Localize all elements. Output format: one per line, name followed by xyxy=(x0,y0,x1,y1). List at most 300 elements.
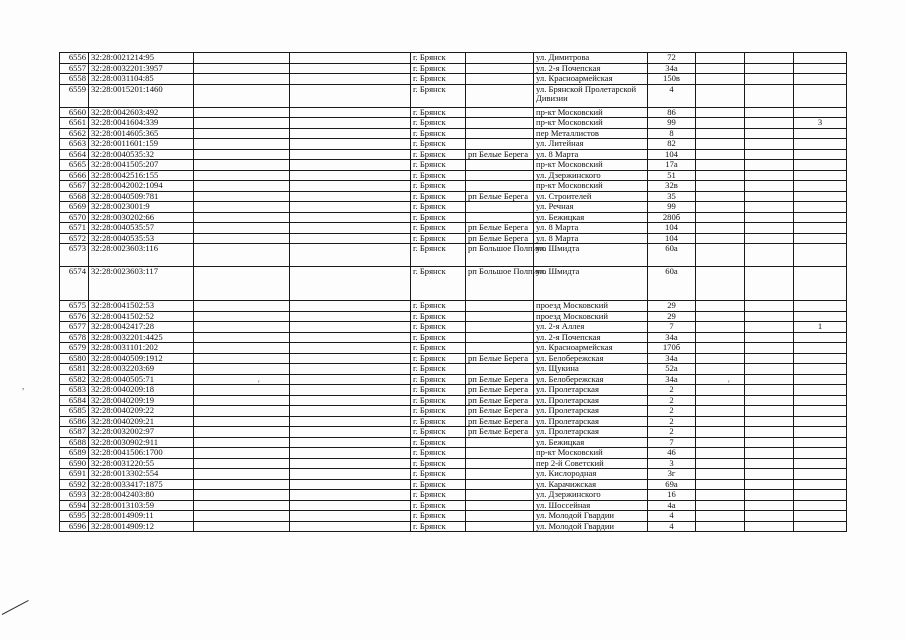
cell-empty xyxy=(696,385,745,396)
cell-empty xyxy=(290,521,411,532)
table-row xyxy=(60,128,847,139)
cell-city: г. Брянск xyxy=(411,364,466,375)
cell-city: г. Брянск xyxy=(411,385,466,396)
cell-empty xyxy=(290,395,411,406)
cell-street: пр-кт Московский xyxy=(534,160,648,171)
cell-city: г. Брянск xyxy=(411,332,466,343)
table-row xyxy=(60,521,847,532)
cell-empty xyxy=(290,458,411,469)
cell-house: 2 xyxy=(648,395,696,406)
cell-street: пр-кт Московский xyxy=(534,118,648,129)
cell-empty xyxy=(745,469,794,480)
cell-empty xyxy=(696,521,745,532)
cell-empty xyxy=(696,53,745,64)
cell-empty xyxy=(290,191,411,202)
cell-empty xyxy=(194,395,290,406)
cell-settlement xyxy=(466,118,534,129)
cell-extra xyxy=(794,170,847,181)
cell-extra: 1 xyxy=(794,322,847,333)
cell-empty xyxy=(745,343,794,354)
cell-empty xyxy=(696,74,745,85)
table-row xyxy=(60,170,847,181)
cell-house: 2 xyxy=(648,416,696,427)
cell-city: г. Брянск xyxy=(411,191,466,202)
cell-empty xyxy=(696,511,745,522)
cell-cadastral-number: 32:28:0013302:554 xyxy=(89,469,194,480)
cell-street: ул. Карачижская xyxy=(534,479,648,490)
cell-extra xyxy=(794,343,847,354)
cell-settlement xyxy=(466,311,534,322)
cell-empty xyxy=(745,160,794,171)
table-row xyxy=(60,406,847,417)
cell-extra xyxy=(794,364,847,375)
cell-cadastral-number: 32:28:0032002:97 xyxy=(89,427,194,438)
cell-empty xyxy=(194,416,290,427)
cell-extra xyxy=(794,458,847,469)
cell-empty xyxy=(696,107,745,118)
cell-empty xyxy=(745,107,794,118)
cell-empty xyxy=(696,63,745,74)
cell-number: 6560 xyxy=(60,107,89,118)
cell-empty xyxy=(745,521,794,532)
cell-city: г. Брянск xyxy=(411,139,466,150)
cell-number: 6570 xyxy=(60,212,89,223)
cell-empty xyxy=(194,53,290,64)
cell-empty xyxy=(290,416,411,427)
cell-empty xyxy=(290,500,411,511)
table-row xyxy=(60,160,847,171)
cell-empty xyxy=(194,332,290,343)
cell-cadastral-number: 32:28:0021214:95 xyxy=(89,53,194,64)
cell-empty xyxy=(745,385,794,396)
cell-cadastral-number: 32:28:0030202:66 xyxy=(89,212,194,223)
cell-city: г. Брянск xyxy=(411,223,466,234)
table-row xyxy=(60,311,847,322)
table-row xyxy=(60,107,847,118)
cell-cadastral-number: 32:28:0023001:9 xyxy=(89,202,194,213)
cell-empty xyxy=(745,353,794,364)
cell-house: 3г xyxy=(648,469,696,480)
cell-settlement xyxy=(466,301,534,312)
cell-empty xyxy=(696,301,745,312)
cell-empty xyxy=(745,84,794,107)
cell-number: 6589 xyxy=(60,448,89,459)
cell-empty xyxy=(290,267,411,301)
cell-city: г. Брянск xyxy=(411,395,466,406)
cell-empty xyxy=(745,223,794,234)
cell-house: 86 xyxy=(648,107,696,118)
cell-street: ул. 2-я Почепская xyxy=(534,63,648,74)
cell-empty xyxy=(194,74,290,85)
cell-empty xyxy=(745,490,794,501)
cell-extra xyxy=(794,244,847,267)
cell-city: г. Брянск xyxy=(411,448,466,459)
cell-street: ул. Бежицкая xyxy=(534,212,648,223)
cell-house: 46 xyxy=(648,448,696,459)
cell-empty xyxy=(290,448,411,459)
cell-street: ул. Белобережская xyxy=(534,353,648,364)
cell-street: пр-кт Московский xyxy=(534,107,648,118)
cell-cadastral-number: 32:28:0041502:53 xyxy=(89,301,194,312)
cell-cadastral-number: 32:28:0031220:55 xyxy=(89,458,194,469)
table-row xyxy=(60,332,847,343)
table-row xyxy=(60,74,847,85)
cell-empty xyxy=(696,500,745,511)
table-row xyxy=(60,458,847,469)
register-body xyxy=(60,53,847,532)
cell-house: 104 xyxy=(648,223,696,234)
cell-empty xyxy=(696,181,745,192)
table-row xyxy=(60,84,847,107)
cell-street: ул. Шоссейная xyxy=(534,500,648,511)
table-row xyxy=(60,437,847,448)
cell-city: г. Брянск xyxy=(411,311,466,322)
cell-street: ул. Шмидта xyxy=(534,244,648,267)
cell-house: 4а xyxy=(648,500,696,511)
cell-empty xyxy=(745,74,794,85)
cell-extra xyxy=(794,332,847,343)
cell-empty xyxy=(194,322,290,333)
cell-number: 6568 xyxy=(60,191,89,202)
cell-city: г. Брянск xyxy=(411,233,466,244)
cell-cadastral-number: 32:28:0042417:28 xyxy=(89,322,194,333)
cell-number: 6566 xyxy=(60,170,89,181)
cell-city: г. Брянск xyxy=(411,84,466,107)
table-row xyxy=(60,511,847,522)
cell-cadastral-number: 32:28:0041502:52 xyxy=(89,311,194,322)
cell-empty xyxy=(194,406,290,417)
cell-street: ул. Дзержинского xyxy=(534,490,648,501)
cell-empty xyxy=(194,118,290,129)
cell-city: г. Брянск xyxy=(411,53,466,64)
cell-street: ул. Молодой Гвардии xyxy=(534,511,648,522)
cell-number: 6582 xyxy=(60,374,89,385)
cell-number: 6565 xyxy=(60,160,89,171)
cell-empty xyxy=(696,233,745,244)
cell-empty xyxy=(290,128,411,139)
cell-extra xyxy=(794,181,847,192)
cell-cadastral-number: 32:28:0033417:1875 xyxy=(89,479,194,490)
cell-extra: 3 xyxy=(794,118,847,129)
cell-settlement xyxy=(466,458,534,469)
cell-empty xyxy=(745,233,794,244)
cell-extra xyxy=(794,469,847,480)
cell-street: ул. Красноармейская xyxy=(534,74,648,85)
cell-empty xyxy=(696,118,745,129)
table-row xyxy=(60,364,847,375)
cell-city: г. Брянск xyxy=(411,202,466,213)
cell-empty xyxy=(745,416,794,427)
cell-city: г. Брянск xyxy=(411,406,466,417)
cell-empty xyxy=(194,437,290,448)
cell-number: 6556 xyxy=(60,53,89,64)
cell-house: 34а xyxy=(648,332,696,343)
cell-empty xyxy=(290,63,411,74)
cell-empty xyxy=(696,458,745,469)
cell-empty xyxy=(290,322,411,333)
cell-house: 150в xyxy=(648,74,696,85)
cell-empty xyxy=(696,448,745,459)
cell-empty xyxy=(290,149,411,160)
cell-cadastral-number: 32:28:0041506:1700 xyxy=(89,448,194,459)
cell-street: ул. Пролетарская xyxy=(534,385,648,396)
cell-empty xyxy=(696,322,745,333)
table-row xyxy=(60,343,847,354)
cell-empty xyxy=(194,267,290,301)
cell-extra xyxy=(794,479,847,490)
cell-city: г. Брянск xyxy=(411,458,466,469)
table-row xyxy=(60,244,847,267)
cell-empty xyxy=(745,427,794,438)
cell-extra xyxy=(794,301,847,312)
cell-settlement xyxy=(466,521,534,532)
cell-city: г. Брянск xyxy=(411,500,466,511)
cell-house: 35 xyxy=(648,191,696,202)
cell-cadastral-number: 32:28:0040209:19 xyxy=(89,395,194,406)
cell-empty xyxy=(745,149,794,160)
cell-empty xyxy=(194,223,290,234)
cell-city: г. Брянск xyxy=(411,128,466,139)
cell-settlement xyxy=(466,170,534,181)
cell-city: г. Брянск xyxy=(411,149,466,160)
cell-extra xyxy=(794,139,847,150)
cell-empty xyxy=(696,406,745,417)
cell-extra xyxy=(794,212,847,223)
cell-cadastral-number: 32:28:0011601:159 xyxy=(89,139,194,150)
cell-number: 6571 xyxy=(60,223,89,234)
cell-number: 6594 xyxy=(60,500,89,511)
cell-house: 170б xyxy=(648,343,696,354)
cell-house: 99 xyxy=(648,202,696,213)
cell-number: 6561 xyxy=(60,118,89,129)
cell-extra xyxy=(794,374,847,385)
cell-city: г. Брянск xyxy=(411,374,466,385)
cell-number: 6574 xyxy=(60,267,89,301)
cell-number: 6577 xyxy=(60,322,89,333)
cell-settlement xyxy=(466,322,534,333)
cell-empty xyxy=(696,202,745,213)
cell-settlement xyxy=(466,490,534,501)
cell-extra xyxy=(794,427,847,438)
cell-empty xyxy=(194,458,290,469)
cell-extra xyxy=(794,437,847,448)
cell-city: г. Брянск xyxy=(411,160,466,171)
cell-empty xyxy=(745,63,794,74)
cell-extra xyxy=(794,511,847,522)
cell-house: 82 xyxy=(648,139,696,150)
cell-empty xyxy=(290,160,411,171)
cell-number: 6595 xyxy=(60,511,89,522)
cell-empty xyxy=(194,511,290,522)
cell-cadastral-number: 32:28:0031104:85 xyxy=(89,74,194,85)
cell-number: 6559 xyxy=(60,84,89,107)
table-row xyxy=(60,416,847,427)
cell-empty xyxy=(194,343,290,354)
cell-city: г. Брянск xyxy=(411,479,466,490)
cell-extra xyxy=(794,521,847,532)
cell-empty xyxy=(194,160,290,171)
cell-empty xyxy=(290,374,411,385)
cell-number: 6564 xyxy=(60,149,89,160)
cell-empty xyxy=(194,63,290,74)
scan-speck: , xyxy=(22,381,25,391)
cell-settlement xyxy=(466,74,534,85)
cell-settlement xyxy=(466,84,534,107)
cell-house: 280б xyxy=(648,212,696,223)
cell-street: ул. Речная xyxy=(534,202,648,213)
cell-cadastral-number: 32:28:0032201:4425 xyxy=(89,332,194,343)
cell-house: 60а xyxy=(648,267,696,301)
cell-empty xyxy=(745,406,794,417)
cell-city: г. Брянск xyxy=(411,170,466,181)
cell-house: 4 xyxy=(648,521,696,532)
cell-street: ул. 8 Марта xyxy=(534,223,648,234)
cell-extra xyxy=(794,160,847,171)
cell-city: г. Брянск xyxy=(411,63,466,74)
cell-street: ул. Пролетарская xyxy=(534,416,648,427)
cell-settlement xyxy=(466,479,534,490)
cell-house: 3 xyxy=(648,458,696,469)
cell-cadastral-number: 32:28:0040535:32 xyxy=(89,149,194,160)
cell-extra xyxy=(794,107,847,118)
cell-empty xyxy=(696,244,745,267)
cell-empty xyxy=(290,311,411,322)
cell-empty xyxy=(745,53,794,64)
cell-settlement xyxy=(466,332,534,343)
cell-city: г. Брянск xyxy=(411,301,466,312)
cell-empty xyxy=(696,469,745,480)
cell-cadastral-number: 32:28:0014909:11 xyxy=(89,511,194,522)
cell-settlement: рп Белые Берега xyxy=(466,233,534,244)
cell-empty xyxy=(745,311,794,322)
cell-street: ул. Бежицкая xyxy=(534,437,648,448)
cell-empty xyxy=(696,364,745,375)
cell-street: ул. Пролетарская xyxy=(534,395,648,406)
cell-extra xyxy=(794,448,847,459)
cell-number: 6576 xyxy=(60,311,89,322)
table-row xyxy=(60,149,847,160)
cell-empty xyxy=(194,479,290,490)
cell-settlement: рп Белые Берега xyxy=(466,427,534,438)
cell-empty xyxy=(745,267,794,301)
cell-number: 6581 xyxy=(60,364,89,375)
cell-empty xyxy=(745,500,794,511)
cell-empty xyxy=(745,364,794,375)
cell-extra xyxy=(794,500,847,511)
cell-empty xyxy=(745,374,794,385)
cell-settlement xyxy=(466,181,534,192)
cell-empty xyxy=(194,364,290,375)
cell-empty xyxy=(745,437,794,448)
cell-house: 4 xyxy=(648,511,696,522)
cell-empty xyxy=(696,437,745,448)
cell-house: 2 xyxy=(648,406,696,417)
cell-street: ул. Шмидта xyxy=(534,267,648,301)
cell-empty xyxy=(290,139,411,150)
cell-cadastral-number: 32:28:0014909:12 xyxy=(89,521,194,532)
cell-empty xyxy=(745,128,794,139)
cell-extra xyxy=(794,311,847,322)
cell-empty xyxy=(290,490,411,501)
cell-empty xyxy=(696,427,745,438)
cell-empty xyxy=(194,311,290,322)
cell-empty xyxy=(696,149,745,160)
cell-empty xyxy=(696,479,745,490)
cell-city: г. Брянск xyxy=(411,353,466,364)
cell-street: ул. Белобережская xyxy=(534,374,648,385)
cell-empty xyxy=(696,160,745,171)
cell-city: г. Брянск xyxy=(411,427,466,438)
cell-cadastral-number: 32:28:0023603:116 xyxy=(89,244,194,267)
scan-speck: ' xyxy=(728,379,730,389)
cell-settlement xyxy=(466,139,534,150)
cell-empty xyxy=(194,139,290,150)
cell-house: 7 xyxy=(648,322,696,333)
cell-empty xyxy=(290,406,411,417)
cell-empty xyxy=(290,181,411,192)
cell-street: проезд Московский xyxy=(534,301,648,312)
cell-number: 6562 xyxy=(60,128,89,139)
cell-empty xyxy=(696,353,745,364)
cell-settlement xyxy=(466,63,534,74)
cell-house: 32в xyxy=(648,181,696,192)
cell-empty xyxy=(194,385,290,396)
cell-extra xyxy=(794,191,847,202)
cell-cadastral-number: 32:28:0032203:69 xyxy=(89,364,194,375)
cell-number: 6593 xyxy=(60,490,89,501)
cell-cadastral-number: 32:28:0032201:3957 xyxy=(89,63,194,74)
cell-settlement xyxy=(466,437,534,448)
cell-empty xyxy=(290,301,411,312)
cell-empty xyxy=(290,332,411,343)
cell-empty xyxy=(290,233,411,244)
cell-settlement: рп Белые Берега xyxy=(466,149,534,160)
table-row xyxy=(60,233,847,244)
table-row xyxy=(60,191,847,202)
cell-settlement: рп Белые Берега xyxy=(466,406,534,417)
cell-empty xyxy=(696,128,745,139)
cell-cadastral-number: 32:28:0042516:155 xyxy=(89,170,194,181)
cell-empty xyxy=(290,118,411,129)
cell-empty xyxy=(194,149,290,160)
cell-cadastral-number: 32:28:0040535:53 xyxy=(89,233,194,244)
table-row xyxy=(60,490,847,501)
cell-house: 34а xyxy=(648,63,696,74)
table-row xyxy=(60,322,847,333)
table-row xyxy=(60,181,847,192)
cell-street: ул. Красноармейская xyxy=(534,343,648,354)
table-row xyxy=(60,301,847,312)
cell-house: 72 xyxy=(648,53,696,64)
cell-empty xyxy=(696,374,745,385)
cell-empty xyxy=(194,170,290,181)
cell-street: ул. Литейная xyxy=(534,139,648,150)
cell-number: 6580 xyxy=(60,353,89,364)
cell-extra xyxy=(794,128,847,139)
cell-empty xyxy=(194,244,290,267)
cell-settlement: рп Белые Берега xyxy=(466,395,534,406)
cell-settlement xyxy=(466,107,534,118)
cell-empty xyxy=(290,479,411,490)
cell-settlement xyxy=(466,128,534,139)
cell-house: 4 xyxy=(648,84,696,107)
cell-house: 51 xyxy=(648,170,696,181)
pen-stroke xyxy=(2,600,29,615)
cell-settlement: рп Большое Полпино xyxy=(466,267,534,301)
cell-house: 17а xyxy=(648,160,696,171)
cell-street: ул. Брянской Пролетарской Дивизии xyxy=(534,84,648,107)
table-row xyxy=(60,267,847,301)
